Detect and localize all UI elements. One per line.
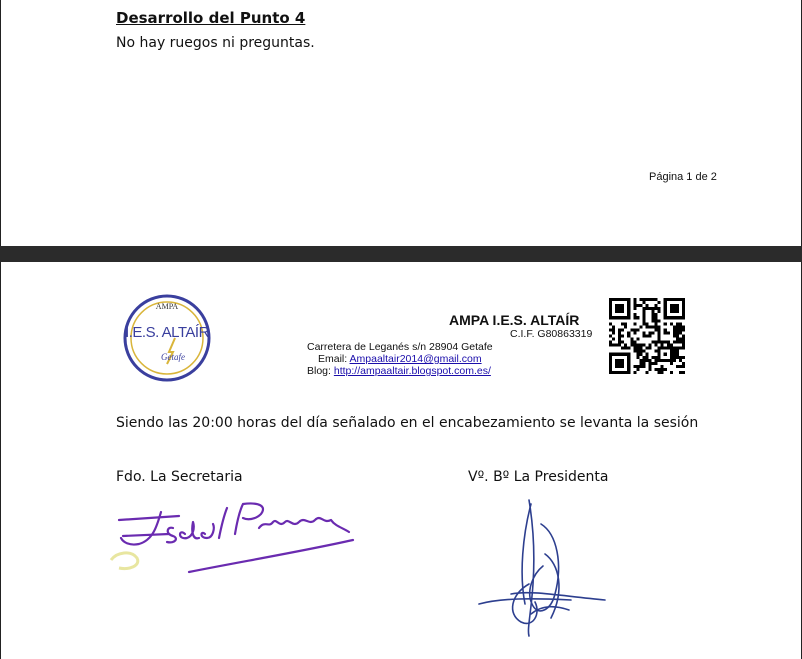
qr-code-icon [609, 298, 685, 374]
blog-link[interactable]: http://ampaaltair.blogspot.com.es/ [333, 365, 491, 377]
signature-scribble-icon [471, 494, 611, 644]
section-body: No hay ruegos ni preguntas. [116, 35, 315, 51]
signature-label-president: Vº. Bº La Presidenta [468, 469, 609, 485]
ampa-logo [123, 294, 211, 382]
org-blog [307, 365, 491, 377]
email-link[interactable]: Ampaaltair2014@gmail.com [349, 353, 482, 365]
page-number: Página 1 de 2 [649, 171, 717, 183]
document-page-2 [0, 262, 802, 659]
logo-bottom-text: Getafe [161, 352, 185, 362]
document-page-1 [0, 0, 802, 246]
email-label: Email: [318, 353, 348, 365]
section-heading: Desarrollo del Punto 4 [116, 9, 306, 27]
page-gap [0, 246, 802, 262]
logo-top-text: AMPA [155, 302, 179, 311]
closing-statement: Siendo las 20:00 horas del día señalado en el encabezamiento se levanta la sesión [116, 415, 699, 431]
president-signature [471, 494, 611, 644]
qr-code [609, 298, 685, 374]
org-address: Carretera de Leganés s/n 28904 Getafe [307, 341, 493, 353]
secretary-signature [109, 498, 359, 578]
org-cif: C.I.F. G80863319 [510, 328, 593, 340]
signature-scribble-icon [109, 498, 359, 578]
org-name: AMPA I.E.S. ALTAÍR [449, 312, 580, 328]
signature-label-secretary: Fdo. La Secretaria [116, 469, 243, 485]
org-email [318, 353, 482, 365]
logo-main-text: I.E.S. ALTAÍR [125, 324, 209, 341]
blog-label: Blog: [307, 365, 331, 377]
